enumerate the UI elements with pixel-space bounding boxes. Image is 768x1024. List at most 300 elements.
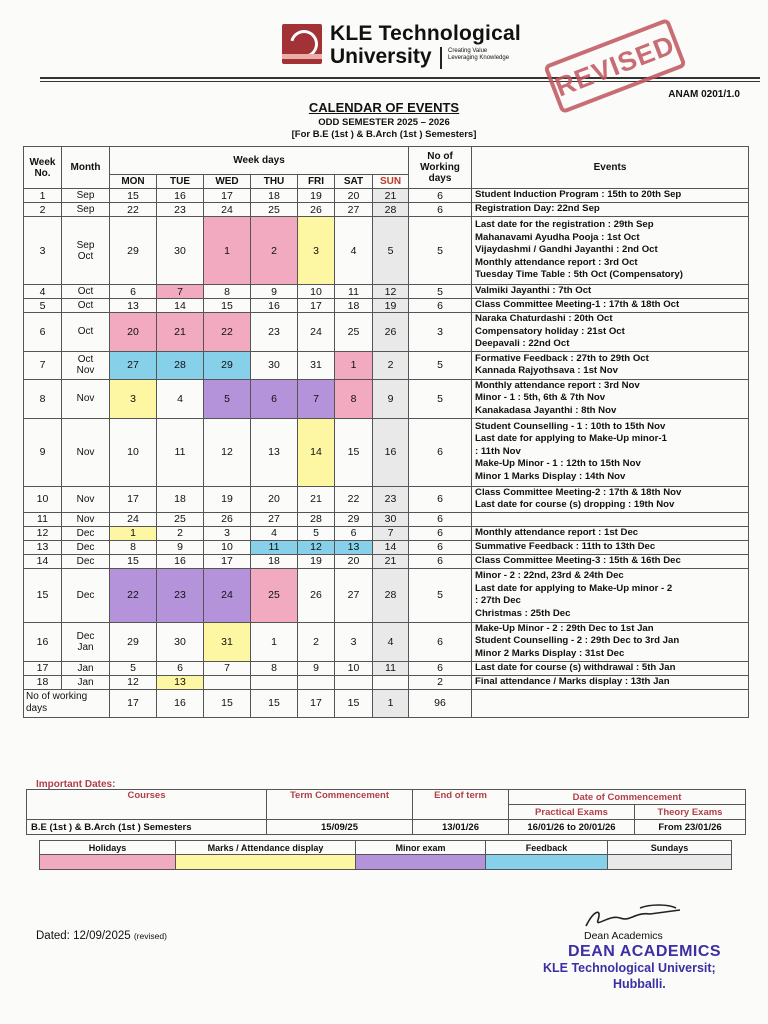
week-number: 10 xyxy=(24,486,62,512)
month-label: Nov xyxy=(76,513,95,525)
day-cell: 16 xyxy=(157,554,204,568)
event-line: Last date for applying to Make-Up minor - 2 xyxy=(475,582,673,594)
day-cell: 25 xyxy=(157,512,204,526)
total-day-count: 16 xyxy=(157,689,204,717)
events-cell xyxy=(472,299,749,313)
events-cell xyxy=(472,351,749,379)
day-cell: 18 xyxy=(335,299,373,313)
event-line: Class Committee Meeting-2 : 17th & 18th Nov xyxy=(475,486,682,498)
day-cell: 10 xyxy=(298,285,335,299)
day-cell: 22 xyxy=(110,203,157,217)
header-week-no: Week No. xyxy=(24,147,62,189)
day-cell: 23 xyxy=(157,568,204,622)
month-label: Dec xyxy=(76,527,95,539)
week-number: 9 xyxy=(24,418,62,486)
day-cell: 6 xyxy=(251,379,298,418)
legend-feedback-swatch xyxy=(486,855,608,870)
week-row xyxy=(24,622,749,661)
week-number: 18 xyxy=(24,675,62,689)
day-cell: 27 xyxy=(335,568,373,622)
day-cell: 3 xyxy=(298,217,335,285)
header-day-sun: SUN xyxy=(373,175,409,189)
legend-feedback-label: Feedback xyxy=(486,841,608,855)
day-cell: 9 xyxy=(251,285,298,299)
day-cell: 25 xyxy=(335,313,373,352)
day-cell xyxy=(298,675,335,689)
color-legend xyxy=(39,840,732,870)
col-date-of-commencement: Date of Commencement xyxy=(509,790,746,805)
day-cell: 4 xyxy=(157,379,204,418)
totals-events-empty xyxy=(472,689,749,717)
day-cell: 11 xyxy=(373,661,409,675)
month-label: Oct xyxy=(77,250,94,262)
total-working-days: 96 xyxy=(409,689,472,717)
day-cell xyxy=(204,675,251,689)
day-cell: 29 xyxy=(110,622,157,661)
event-line: Minor - 1 : 5th, 6th & 7th Nov xyxy=(475,392,606,404)
day-cell: 9 xyxy=(298,661,335,675)
month-label: Nov xyxy=(76,365,95,377)
day-cell: 27 xyxy=(335,203,373,217)
event-line: Last date for applying to Make-Up minor-1 xyxy=(475,433,667,445)
day-cell: 1 xyxy=(204,217,251,285)
working-days-cell: 6 xyxy=(409,661,472,675)
day-cell: 23 xyxy=(251,313,298,352)
event-line: Minor 2 Marks Display : 31st Dec xyxy=(475,647,625,659)
day-cell: 6 xyxy=(157,661,204,675)
event-line: : 11th Nov xyxy=(475,445,521,457)
week-number: 11 xyxy=(24,512,62,526)
day-cell: 13 xyxy=(251,418,298,486)
day-cell: 7 xyxy=(298,379,335,418)
day-cell: 24 xyxy=(298,313,335,352)
total-day-count: 15 xyxy=(335,689,373,717)
day-cell: 26 xyxy=(298,568,335,622)
day-cell: 8 xyxy=(204,285,251,299)
month-cell xyxy=(62,661,110,675)
day-cell: 8 xyxy=(110,540,157,554)
day-cell: 14 xyxy=(373,540,409,554)
working-days-cell: 6 xyxy=(409,512,472,526)
day-cell: 30 xyxy=(373,512,409,526)
day-cell: 18 xyxy=(157,486,204,512)
tagline-line2: Leveraging Knowledge xyxy=(448,55,510,61)
event-line: Student Counselling - 1 : 10th to 15th Nov xyxy=(475,420,666,432)
day-cell: 19 xyxy=(373,299,409,313)
day-cell: 21 xyxy=(373,189,409,203)
day-cell: 12 xyxy=(373,285,409,299)
working-days-cell: 6 xyxy=(409,418,472,486)
header-day-sat: SAT xyxy=(335,175,373,189)
week-row xyxy=(24,675,749,689)
day-cell: 2 xyxy=(157,526,204,540)
week-row xyxy=(24,540,749,554)
month-cell xyxy=(62,512,110,526)
day-cell: 30 xyxy=(157,217,204,285)
col-term-commencement: Term Commencement xyxy=(267,790,413,820)
university-logo xyxy=(282,24,322,64)
month-cell xyxy=(62,675,110,689)
events-cell xyxy=(472,203,749,217)
event-line: Registration Day: 22nd Sep xyxy=(475,203,600,215)
event-line: Last date for course (s) withdrawal : 5th Jan xyxy=(475,661,676,673)
month-cell xyxy=(62,540,110,554)
day-cell: 29 xyxy=(110,217,157,285)
event-line: Kannada Rajyothsava : 1st Nov xyxy=(475,365,618,377)
header-week-days: Week days xyxy=(110,147,409,175)
day-cell: 28 xyxy=(298,512,335,526)
day-cell: 22 xyxy=(204,313,251,352)
month-label: Dec xyxy=(76,555,95,567)
month-label: Oct xyxy=(77,300,94,311)
col-practical-exams: Practical Exams xyxy=(509,805,635,820)
day-cell: 16 xyxy=(251,299,298,313)
month-label: Dec xyxy=(76,630,95,642)
event-line: Student Induction Program : 15th to 20th Sep xyxy=(475,189,682,201)
day-cell: 29 xyxy=(204,351,251,379)
events-cell xyxy=(472,568,749,622)
calendar-title: CALENDAR OF EVENTS xyxy=(308,100,460,115)
day-cell: 8 xyxy=(251,661,298,675)
day-cell: 15 xyxy=(110,554,157,568)
dean-title-small: Dean Academics xyxy=(584,930,663,942)
day-cell: 11 xyxy=(157,418,204,486)
practical-exam-dates: 16/01/26 to 20/01/26 xyxy=(509,820,635,835)
day-cell: 3 xyxy=(335,622,373,661)
month-label: Dec xyxy=(76,589,95,601)
day-cell: 14 xyxy=(298,418,335,486)
header-events: Events xyxy=(472,147,749,189)
day-cell: 23 xyxy=(373,486,409,512)
header-day-wed: WED xyxy=(204,175,251,189)
events-cell xyxy=(472,554,749,568)
month-label: Jan xyxy=(77,641,94,653)
week-row xyxy=(24,189,749,203)
day-cell: 28 xyxy=(373,203,409,217)
events-cell xyxy=(472,313,749,352)
course-name: B.E (1st ) & B.Arch (1st ) Semesters xyxy=(27,820,267,835)
week-number: 14 xyxy=(24,554,62,568)
event-line: Valmiki Jayanthi : 7th Oct xyxy=(475,285,592,297)
week-number: 5 xyxy=(24,299,62,313)
month-label: Oct xyxy=(77,354,94,366)
revised-stamp: REVISED xyxy=(543,18,687,115)
month-cell xyxy=(62,217,110,285)
month-label: Sep xyxy=(76,190,95,201)
month-cell xyxy=(62,203,110,217)
week-row xyxy=(24,526,749,540)
day-cell: 20 xyxy=(251,486,298,512)
university-name-line2: University xyxy=(330,45,432,68)
event-line: Student Counselling - 2 : 29th Dec to 3rd Jan xyxy=(475,635,680,647)
month-label: Dec xyxy=(76,541,95,553)
dated-value: Dated: 12/09/2025 xyxy=(36,930,131,942)
working-days-cell: 2 xyxy=(409,675,472,689)
day-cell: 25 xyxy=(251,568,298,622)
month-cell xyxy=(62,313,110,352)
totals-label: No of working days xyxy=(24,689,110,717)
day-cell: 12 xyxy=(298,540,335,554)
header-day-fri: FRI xyxy=(298,175,335,189)
dean-seal-city: Hubballi. xyxy=(613,977,666,991)
event-line: Minor - 2 : 22nd, 23rd & 24th Dec xyxy=(475,570,624,582)
event-line: : 27th Dec xyxy=(475,595,521,607)
day-cell: 7 xyxy=(157,285,204,299)
event-line: Formative Feedback : 27th to 29th Oct xyxy=(475,352,649,364)
day-cell: 2 xyxy=(251,217,298,285)
month-label: Nov xyxy=(76,446,95,458)
month-label: Jan xyxy=(77,676,94,688)
month-cell xyxy=(62,554,110,568)
day-cell: 16 xyxy=(373,418,409,486)
day-cell: 13 xyxy=(157,675,204,689)
day-cell: 9 xyxy=(373,379,409,418)
day-cell: 10 xyxy=(110,418,157,486)
event-line: Minor 1 Marks Display : 14th Nov xyxy=(475,470,626,482)
week-row xyxy=(24,203,749,217)
month-label: Sep xyxy=(76,239,95,251)
event-line: Kanakadasa Jayanthi : 8th Nov xyxy=(475,404,617,416)
document-code: ANAM 0201/1.0 xyxy=(668,89,740,100)
working-days-cell: 6 xyxy=(409,540,472,554)
event-line: Class Committee Meeting-3 : 15th & 16th Dec xyxy=(475,554,681,566)
day-cell: 4 xyxy=(251,526,298,540)
legend-holidays-label: Holidays xyxy=(40,841,176,855)
important-dates-table xyxy=(26,789,746,835)
event-line: Compensatory holiday : 21st Oct xyxy=(475,325,625,337)
day-cell: 3 xyxy=(110,379,157,418)
header-day-mon: MON xyxy=(110,175,157,189)
day-cell: 10 xyxy=(335,661,373,675)
day-cell: 15 xyxy=(110,189,157,203)
col-theory-exams: Theory Exams xyxy=(635,805,746,820)
event-line: Last date for course (s) dropping : 19th Nov xyxy=(475,499,675,511)
day-cell: 26 xyxy=(373,313,409,352)
events-cell xyxy=(472,189,749,203)
week-number: 13 xyxy=(24,540,62,554)
day-cell: 5 xyxy=(110,661,157,675)
day-cell: 28 xyxy=(373,568,409,622)
day-cell: 5 xyxy=(298,526,335,540)
events-cell xyxy=(472,512,749,526)
event-line: Monthly attendance report : 3rd Nov xyxy=(475,379,640,391)
day-cell: 18 xyxy=(251,189,298,203)
day-cell: 24 xyxy=(204,203,251,217)
month-cell xyxy=(62,285,110,299)
month-cell xyxy=(62,568,110,622)
events-cell xyxy=(472,418,749,486)
week-number: 6 xyxy=(24,313,62,352)
working-days-cell: 6 xyxy=(409,526,472,540)
event-line: Tuesday Time Table : 5th Oct (Compensatory) xyxy=(475,269,683,281)
event-line: Class Committee Meeting-1 : 17th & 18th Oct xyxy=(475,299,680,311)
week-number: 1 xyxy=(24,189,62,203)
events-cell xyxy=(472,622,749,661)
week-row xyxy=(24,351,749,379)
working-days-cell: 6 xyxy=(409,486,472,512)
month-label: Oct xyxy=(77,326,94,338)
day-cell: 25 xyxy=(251,203,298,217)
total-day-count: 15 xyxy=(251,689,298,717)
events-cell xyxy=(472,661,749,675)
week-row xyxy=(24,661,749,675)
working-days-cell: 3 xyxy=(409,313,472,352)
event-line: Final attendance / Marks display : 13th Jan xyxy=(475,675,670,687)
day-cell: 31 xyxy=(204,622,251,661)
week-row xyxy=(24,512,749,526)
day-cell: 1 xyxy=(251,622,298,661)
day-cell: 26 xyxy=(298,203,335,217)
header-working-days: No of Working days xyxy=(409,147,472,189)
day-cell: 22 xyxy=(335,486,373,512)
legend-sundays-swatch xyxy=(608,855,732,870)
day-cell: 29 xyxy=(335,512,373,526)
event-line: Vijaydashmi / Gandhi Jayanthi : 2nd Oct xyxy=(475,244,658,256)
month-cell xyxy=(62,379,110,418)
semester-line: ODD SEMESTER 2025 – 2026 xyxy=(318,117,450,128)
day-cell: 24 xyxy=(110,512,157,526)
day-cell: 20 xyxy=(110,313,157,352)
important-dates-title: Important Dates: xyxy=(36,779,116,790)
term-end-date: 13/01/26 xyxy=(413,820,509,835)
day-cell: 17 xyxy=(110,486,157,512)
week-number: 8 xyxy=(24,379,62,418)
month-cell xyxy=(62,418,110,486)
events-cell xyxy=(472,526,749,540)
week-number: 2 xyxy=(24,203,62,217)
legend-marks-swatch xyxy=(176,855,356,870)
day-cell: 18 xyxy=(251,554,298,568)
col-end-of-term: End of term xyxy=(413,790,509,820)
legend-minor-swatch xyxy=(356,855,486,870)
calendar-table xyxy=(23,146,749,718)
week-row xyxy=(24,418,749,486)
month-label: Jan xyxy=(77,662,94,674)
week-number: 15 xyxy=(24,568,62,622)
day-cell: 7 xyxy=(373,526,409,540)
week-row xyxy=(24,486,749,512)
working-days-cell: 6 xyxy=(409,203,472,217)
university-name-line1: KLE Technological xyxy=(330,22,521,45)
day-cell: 6 xyxy=(110,285,157,299)
legend-sundays-label: Sundays xyxy=(608,841,732,855)
day-cell: 27 xyxy=(251,512,298,526)
month-label: Oct xyxy=(77,286,94,297)
day-cell: 1 xyxy=(110,526,157,540)
month-cell xyxy=(62,189,110,203)
col-courses: Courses xyxy=(27,790,267,820)
dean-seal-title: DEAN ACADEMICS xyxy=(568,943,722,960)
event-line: Last date for the registration : 29th Sep xyxy=(475,219,654,231)
working-days-cell: 6 xyxy=(409,189,472,203)
day-cell: 9 xyxy=(157,540,204,554)
day-cell: 19 xyxy=(204,486,251,512)
day-cell: 10 xyxy=(204,540,251,554)
legend-minor-label: Minor exam xyxy=(356,841,486,855)
day-cell: 21 xyxy=(373,554,409,568)
total-day-count: 1 xyxy=(373,689,409,717)
day-cell: 1 xyxy=(335,351,373,379)
events-cell xyxy=(472,285,749,299)
day-cell xyxy=(335,675,373,689)
day-cell: 17 xyxy=(204,189,251,203)
header-rule-thin xyxy=(40,81,760,82)
term-start-date: 15/09/25 xyxy=(267,820,413,835)
week-number: 7 xyxy=(24,351,62,379)
day-cell: 19 xyxy=(298,554,335,568)
day-cell: 7 xyxy=(204,661,251,675)
day-cell: 28 xyxy=(157,351,204,379)
day-cell xyxy=(373,675,409,689)
event-line: Mahanavami Ayudha Pooja : 1st Oct xyxy=(475,231,640,243)
month-cell xyxy=(62,526,110,540)
events-cell xyxy=(472,675,749,689)
week-number: 4 xyxy=(24,285,62,299)
day-cell: 12 xyxy=(204,418,251,486)
month-cell xyxy=(62,486,110,512)
day-cell: 13 xyxy=(335,540,373,554)
programs-line: [For B.E (1st ) & B.Arch (1st ) Semesters] xyxy=(291,129,477,140)
day-cell: 5 xyxy=(373,217,409,285)
event-line: Make-Up Minor - 2 : 29th Dec to 1st Jan xyxy=(475,622,654,634)
day-cell: 30 xyxy=(251,351,298,379)
week-number: 17 xyxy=(24,661,62,675)
total-day-count: 15 xyxy=(204,689,251,717)
header-day-thu: THU xyxy=(251,175,298,189)
working-days-cell: 5 xyxy=(409,217,472,285)
day-cell: 21 xyxy=(157,313,204,352)
day-cell: 17 xyxy=(204,554,251,568)
dated-note: (revised) xyxy=(133,931,167,941)
day-cell: 4 xyxy=(335,217,373,285)
header-month: Month xyxy=(62,147,110,189)
day-cell: 19 xyxy=(298,189,335,203)
event-line: Monthly attendance report : 3rd Oct xyxy=(475,256,638,268)
working-days-cell: 6 xyxy=(409,554,472,568)
day-cell: 22 xyxy=(110,568,157,622)
legend-marks-label: Marks / Attendance display xyxy=(176,841,356,855)
week-number: 12 xyxy=(24,526,62,540)
dean-signature xyxy=(580,900,690,932)
day-cell: 12 xyxy=(110,675,157,689)
day-cell: 2 xyxy=(298,622,335,661)
month-label: Nov xyxy=(76,493,95,505)
theory-exam-dates: From 23/01/26 xyxy=(635,820,746,835)
week-row xyxy=(24,554,749,568)
university-tagline xyxy=(448,48,518,62)
total-day-count: 17 xyxy=(298,689,335,717)
day-cell: 20 xyxy=(335,189,373,203)
logo-divider xyxy=(440,47,442,69)
event-line: Make-Up Minor - 1 : 12th to 15th Nov xyxy=(475,458,641,470)
day-cell: 4 xyxy=(373,622,409,661)
day-cell: 5 xyxy=(204,379,251,418)
month-label: Sep xyxy=(76,204,95,215)
day-cell: 24 xyxy=(204,568,251,622)
working-days-cell: 5 xyxy=(409,351,472,379)
day-cell: 23 xyxy=(157,203,204,217)
events-cell xyxy=(472,540,749,554)
event-line: Christmas : 25th Dec xyxy=(475,607,571,619)
day-cell: 14 xyxy=(157,299,204,313)
day-cell: 30 xyxy=(157,622,204,661)
working-days-cell: 6 xyxy=(409,622,472,661)
week-row xyxy=(24,285,749,299)
dated-line xyxy=(36,930,167,942)
day-cell: 6 xyxy=(335,526,373,540)
day-cell: 3 xyxy=(204,526,251,540)
day-cell: 11 xyxy=(335,285,373,299)
